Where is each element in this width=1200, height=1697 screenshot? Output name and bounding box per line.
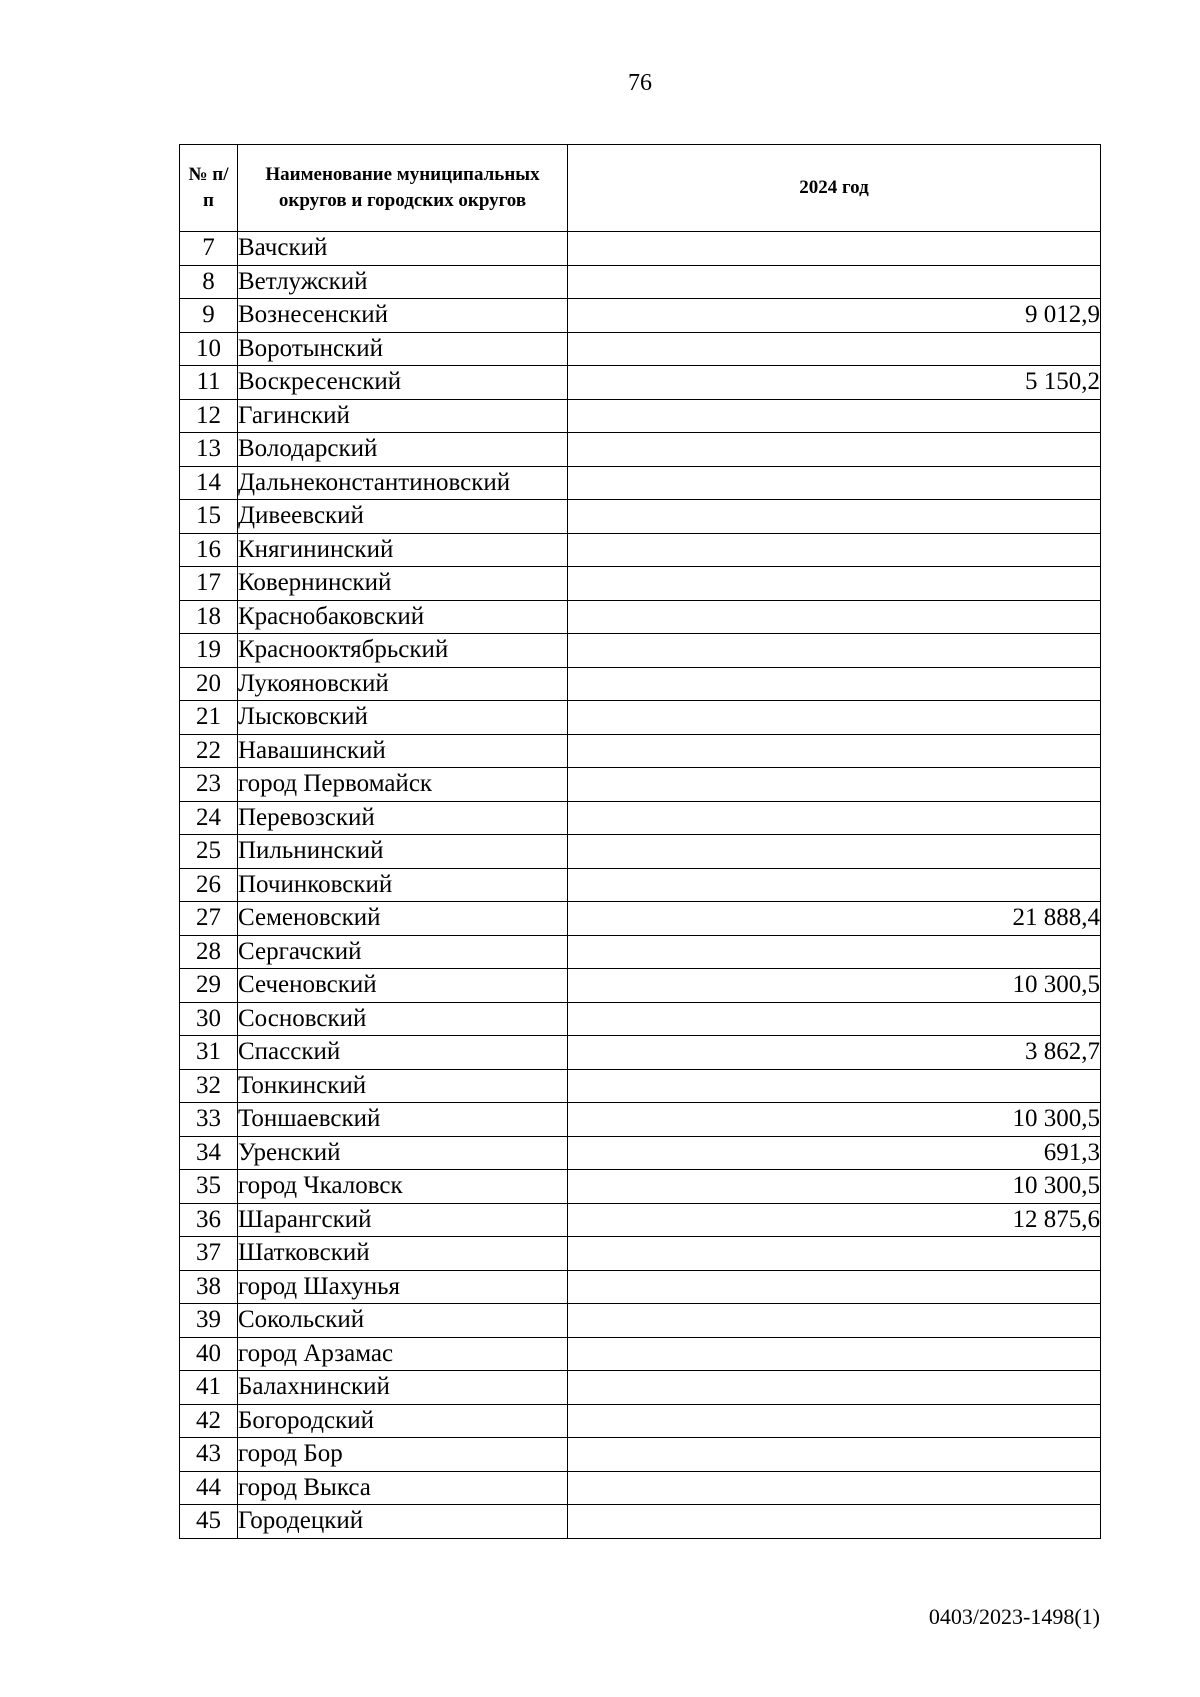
row-number: 43	[180, 1438, 238, 1472]
value-2024	[568, 332, 1101, 366]
municipality-name: Шатковский	[238, 1237, 568, 1271]
row-number: 29	[180, 969, 238, 1003]
header-name: Наименование муниципальных округов и городских округов	[238, 145, 568, 232]
row-number: 23	[180, 768, 238, 802]
municipality-name: Воскресенский	[238, 366, 568, 400]
row-number: 10	[180, 332, 238, 366]
table-row	[180, 1471, 1101, 1505]
municipality-name: город Первомайск	[238, 768, 568, 802]
value-2024	[568, 1505, 1101, 1539]
table-row	[180, 868, 1101, 902]
municipality-name: Спасский	[238, 1036, 568, 1070]
table-row	[180, 1103, 1101, 1137]
row-number: 37	[180, 1237, 238, 1271]
value-2024	[568, 500, 1101, 534]
value-2024	[568, 466, 1101, 500]
document-code: 0403/2023-1498(1)	[928, 1604, 1100, 1629]
municipality-name: Володарский	[238, 433, 568, 467]
municipality-name: Тоншаевский	[238, 1103, 568, 1137]
value-2024	[568, 232, 1101, 266]
value-2024	[568, 433, 1101, 467]
municipality-name: Семеновский	[238, 902, 568, 936]
table-row	[180, 567, 1101, 601]
value-2024: 3 862,7	[568, 1036, 1101, 1070]
table-row	[180, 1270, 1101, 1304]
row-number: 18	[180, 600, 238, 634]
table-body	[180, 232, 1101, 1539]
value-2024: 5 150,2	[568, 366, 1101, 400]
value-2024	[568, 1237, 1101, 1271]
row-number: 36	[180, 1203, 238, 1237]
table-row	[180, 1337, 1101, 1371]
row-number: 40	[180, 1337, 238, 1371]
table-row	[180, 1505, 1101, 1539]
municipality-name: Богородский	[238, 1404, 568, 1438]
value-2024	[568, 1270, 1101, 1304]
value-2024: 12 875,6	[568, 1203, 1101, 1237]
municipality-name: Уренский	[238, 1136, 568, 1170]
municipality-name: город Шахунья	[238, 1270, 568, 1304]
value-2024	[568, 1371, 1101, 1405]
municipality-name: Сокольский	[238, 1304, 568, 1338]
data-table	[179, 144, 1101, 1539]
municipality-name: Сергачский	[238, 935, 568, 969]
municipality-name: Сеченовский	[238, 969, 568, 1003]
row-number: 15	[180, 500, 238, 534]
row-number: 34	[180, 1136, 238, 1170]
value-2024: 691,3	[568, 1136, 1101, 1170]
table-row	[180, 801, 1101, 835]
value-2024	[568, 701, 1101, 735]
municipality-name: Вачский	[238, 232, 568, 266]
table-row	[180, 902, 1101, 936]
header-number: № п/п	[180, 145, 238, 232]
row-number: 39	[180, 1304, 238, 1338]
table-row	[180, 332, 1101, 366]
table-row	[180, 835, 1101, 869]
row-number: 19	[180, 634, 238, 668]
row-number: 44	[180, 1471, 238, 1505]
municipality-name: Тонкинский	[238, 1069, 568, 1103]
value-2024: 21 888,4	[568, 902, 1101, 936]
municipality-name: Починковский	[238, 868, 568, 902]
municipality-name: Дальнеконстантиновский	[238, 466, 568, 500]
value-2024	[568, 801, 1101, 835]
municipality-name: Ветлужский	[238, 265, 568, 299]
municipality-name: Сосновский	[238, 1002, 568, 1036]
table-row	[180, 232, 1101, 266]
municipality-name: Ковернинский	[238, 567, 568, 601]
value-2024	[568, 1471, 1101, 1505]
page-number: 76	[628, 70, 652, 96]
table-row	[180, 935, 1101, 969]
municipality-name: Городецкий	[238, 1505, 568, 1539]
municipality-name: город Выкса	[238, 1471, 568, 1505]
table-row	[180, 1002, 1101, 1036]
value-2024: 9 012,9	[568, 299, 1101, 333]
municipality-name: город Бор	[238, 1438, 568, 1472]
table-row	[180, 1237, 1101, 1271]
value-2024: 10 300,5	[568, 969, 1101, 1003]
municipality-name: город Арзамас	[238, 1337, 568, 1371]
table-row	[180, 1069, 1101, 1103]
value-2024	[568, 1069, 1101, 1103]
row-number: 9	[180, 299, 238, 333]
municipality-name: Шарангский	[238, 1203, 568, 1237]
row-number: 13	[180, 433, 238, 467]
row-number: 14	[180, 466, 238, 500]
row-number: 16	[180, 533, 238, 567]
table-row	[180, 969, 1101, 1003]
row-number: 26	[180, 868, 238, 902]
value-2024	[568, 533, 1101, 567]
value-2024	[568, 1404, 1101, 1438]
municipality-name: Пильнинский	[238, 835, 568, 869]
table-row	[180, 1136, 1101, 1170]
municipality-name: Вознесенский	[238, 299, 568, 333]
value-2024	[568, 868, 1101, 902]
value-2024	[568, 1002, 1101, 1036]
row-number: 17	[180, 567, 238, 601]
row-number: 12	[180, 399, 238, 433]
value-2024	[568, 1438, 1101, 1472]
value-2024	[568, 667, 1101, 701]
table-row	[180, 1036, 1101, 1070]
municipality-name: город Чкаловск	[238, 1170, 568, 1204]
row-number: 28	[180, 935, 238, 969]
row-number: 35	[180, 1170, 238, 1204]
municipality-name: Воротынский	[238, 332, 568, 366]
table-row	[180, 1404, 1101, 1438]
value-2024	[568, 1304, 1101, 1338]
table-row	[180, 366, 1101, 400]
table-row	[180, 634, 1101, 668]
table-row	[180, 500, 1101, 534]
municipality-name: Балахнинский	[238, 1371, 568, 1405]
municipality-name: Дивеевский	[238, 500, 568, 534]
municipality-name: Навашинский	[238, 734, 568, 768]
table-row	[180, 1304, 1101, 1338]
municipality-name: Перевозский	[238, 801, 568, 835]
row-number: 45	[180, 1505, 238, 1539]
row-number: 38	[180, 1270, 238, 1304]
row-number: 24	[180, 801, 238, 835]
table-row	[180, 701, 1101, 735]
table-row	[180, 600, 1101, 634]
municipality-name: Лукояновский	[238, 667, 568, 701]
municipality-name: Гагинский	[238, 399, 568, 433]
value-2024	[568, 399, 1101, 433]
header-year: 2024 год	[568, 145, 1101, 232]
row-number: 30	[180, 1002, 238, 1036]
value-2024	[568, 935, 1101, 969]
value-2024: 10 300,5	[568, 1103, 1101, 1137]
table-row	[180, 433, 1101, 467]
table-row	[180, 768, 1101, 802]
value-2024	[568, 768, 1101, 802]
municipality-name: Краснобаковский	[238, 600, 568, 634]
table-row	[180, 399, 1101, 433]
table-row	[180, 533, 1101, 567]
table-row	[180, 1371, 1101, 1405]
table-row	[180, 1203, 1101, 1237]
table-row	[180, 265, 1101, 299]
value-2024	[568, 265, 1101, 299]
row-number: 27	[180, 902, 238, 936]
table-row	[180, 1438, 1101, 1472]
municipality-name: Лысковский	[238, 701, 568, 735]
row-number: 22	[180, 734, 238, 768]
table-header-row	[180, 145, 1101, 232]
value-2024	[568, 835, 1101, 869]
table-row	[180, 1170, 1101, 1204]
row-number: 25	[180, 835, 238, 869]
table-row	[180, 667, 1101, 701]
municipality-name: Краснооктябрьский	[238, 634, 568, 668]
value-2024	[568, 734, 1101, 768]
value-2024	[568, 600, 1101, 634]
municipality-name: Княгининский	[238, 533, 568, 567]
row-number: 31	[180, 1036, 238, 1070]
row-number: 41	[180, 1371, 238, 1405]
value-2024	[568, 634, 1101, 668]
table-row	[180, 734, 1101, 768]
value-2024	[568, 567, 1101, 601]
row-number: 7	[180, 232, 238, 266]
row-number: 8	[180, 265, 238, 299]
row-number: 32	[180, 1069, 238, 1103]
row-number: 21	[180, 701, 238, 735]
table-row	[180, 299, 1101, 333]
row-number: 20	[180, 667, 238, 701]
value-2024: 10 300,5	[568, 1170, 1101, 1204]
row-number: 11	[180, 366, 238, 400]
value-2024	[568, 1337, 1101, 1371]
table-row	[180, 466, 1101, 500]
row-number: 42	[180, 1404, 238, 1438]
row-number: 33	[180, 1103, 238, 1137]
